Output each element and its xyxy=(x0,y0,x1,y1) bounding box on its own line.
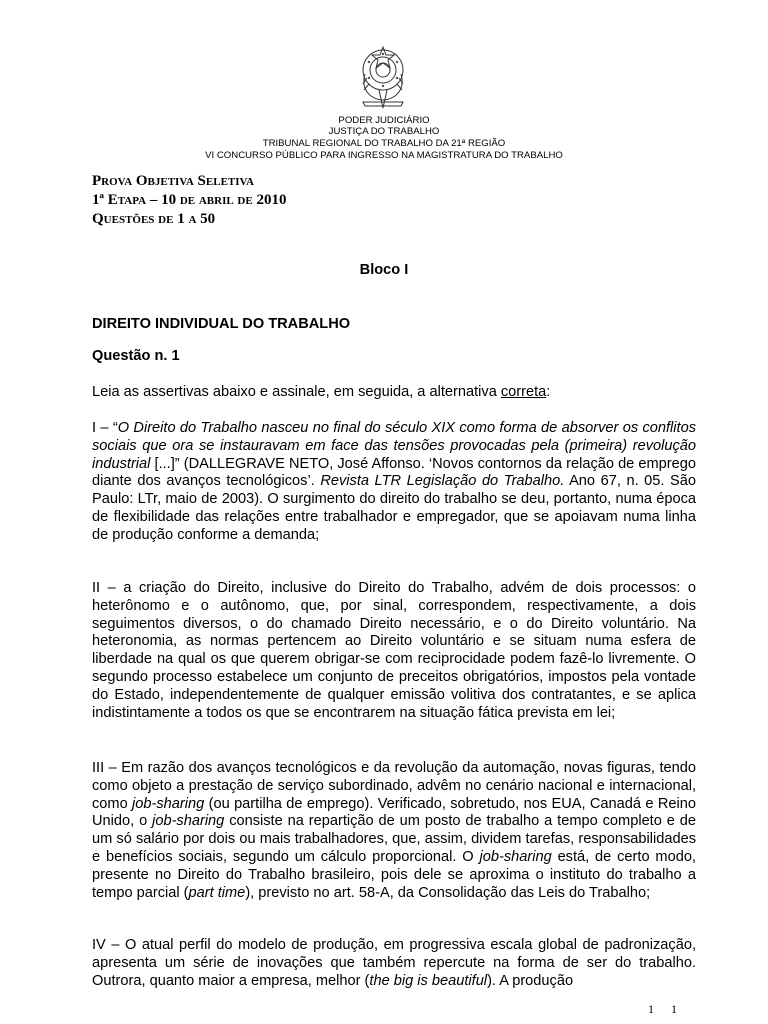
section-title: DIREITO INDIVIDUAL DO TRABALHO xyxy=(92,316,351,332)
assertion-iii: III – Em razão dos avanços tecnológicos e da revolução da automação, novas figuras, tendo como objeto a prestação de serviço subordinado, advêm no cenário nacional e internacional, como job-sharing (ou partilha de emprego). Verificado, sobretudo, nos EUA, Canadá e Reino Unido, o job-sharing consiste na repartição de um posto de trabalho a tempo completo e de um só salário por dois ou mais trabalhadores, que, assim, dividem tarefas, responsabilidades e benefícios sociais, segundo um cálculo proporcional. O job-sharing está, de certo modo, presente no Direito do Trabalho brasileiro, pois dele se aproxima o instituto do trabalho a tempo parcial (part time), previsto no art. 58-A, da Consolidação das Leis do Trabalho; xyxy=(92,760,696,901)
assertion-ii: II – a criação do Direito, inclusive do Direito do Trabalho, advém de dois processos: o heterônomo e o autônomo, que, por sinal, correspondem, respectivamente, a dois seguimentos diversos, o do chamado Direito necessário, e o do Direito voluntário. Na heteronomia, as normas pertencem ao Direito voluntário e se situam numa esfera de liberdade na qual os que querem obrigar-se com reciprocidade podem fazê-lo livremente. O segundo processo estabelece um conjunto de preceitos obrigatórios, impostos pela vontade do Estado, independentemente de qualquer emissão volitiva dos contratantes, e se aplica indistintamente a todos os que se encontrarem na situação fática prevista em lei; xyxy=(92,580,696,721)
page-number-left: 1 xyxy=(648,1002,654,1016)
header-poder-judiciario: PODER JUDICIÁRIO xyxy=(338,115,430,126)
header-concurso: VI CONCURSO PÚBLICO PARA INGRESSO NA MAGISTRATURA DO TRABALHO xyxy=(205,150,563,161)
exam-questions-range: Questões de 1 a 50 xyxy=(92,211,216,227)
assertion-iv: IV – O atual perfil do modelo de produção, em progressiva escala global de padronização, apresenta um série de inovações que também repercute na forma de ser do trabalho. Outrora, quanto maior a empresa, melhor (the big is beautiful). A produção xyxy=(92,937,696,989)
block-title: Bloco I xyxy=(359,262,409,278)
exam-title: Prova Objetiva Seletiva xyxy=(92,173,255,189)
brazil-coat-of-arms-icon xyxy=(357,44,409,110)
assertion-i: I – “O Direito do Trabalho nasceu no final do século XIX como forma de absorver os conflitos sociais que ora se instauravam em face das tensões provocadas pela (primeira) revolução industrial [...]” (DALLEGRAVE NETO, José Affonso. ‘Novos contornos da relação de emprego diante dos avanços tecnológicos’. Revista LTR Legislação do Trabalho. Ano 67, n. 05. São Paulo: LTr, maio de 2003). O surgimento do direito do trabalho se deu, portanto, numa época de flexibilidade das relações entre trabalhador e empregador, que se apoiavam numa linha de produção conforme a demanda; xyxy=(92,420,697,543)
exam-stage: 1ª Etapa – 10 de abril de 2010 xyxy=(92,192,287,208)
header-tribunal: TRIBUNAL REGIONAL DO TRABALHO DA 21ª REGIÃO xyxy=(262,138,506,149)
question-instruction: Leia as assertivas abaixo e assinale, em seguida, a alternativa correta: xyxy=(92,384,551,400)
underlined-correta: correta xyxy=(500,384,547,400)
header-justica-trabalho: JUSTIÇA DO TRABALHO xyxy=(328,126,440,137)
page-number-right: 1 xyxy=(671,1002,677,1016)
question-title: Questão n. 1 xyxy=(92,348,180,364)
